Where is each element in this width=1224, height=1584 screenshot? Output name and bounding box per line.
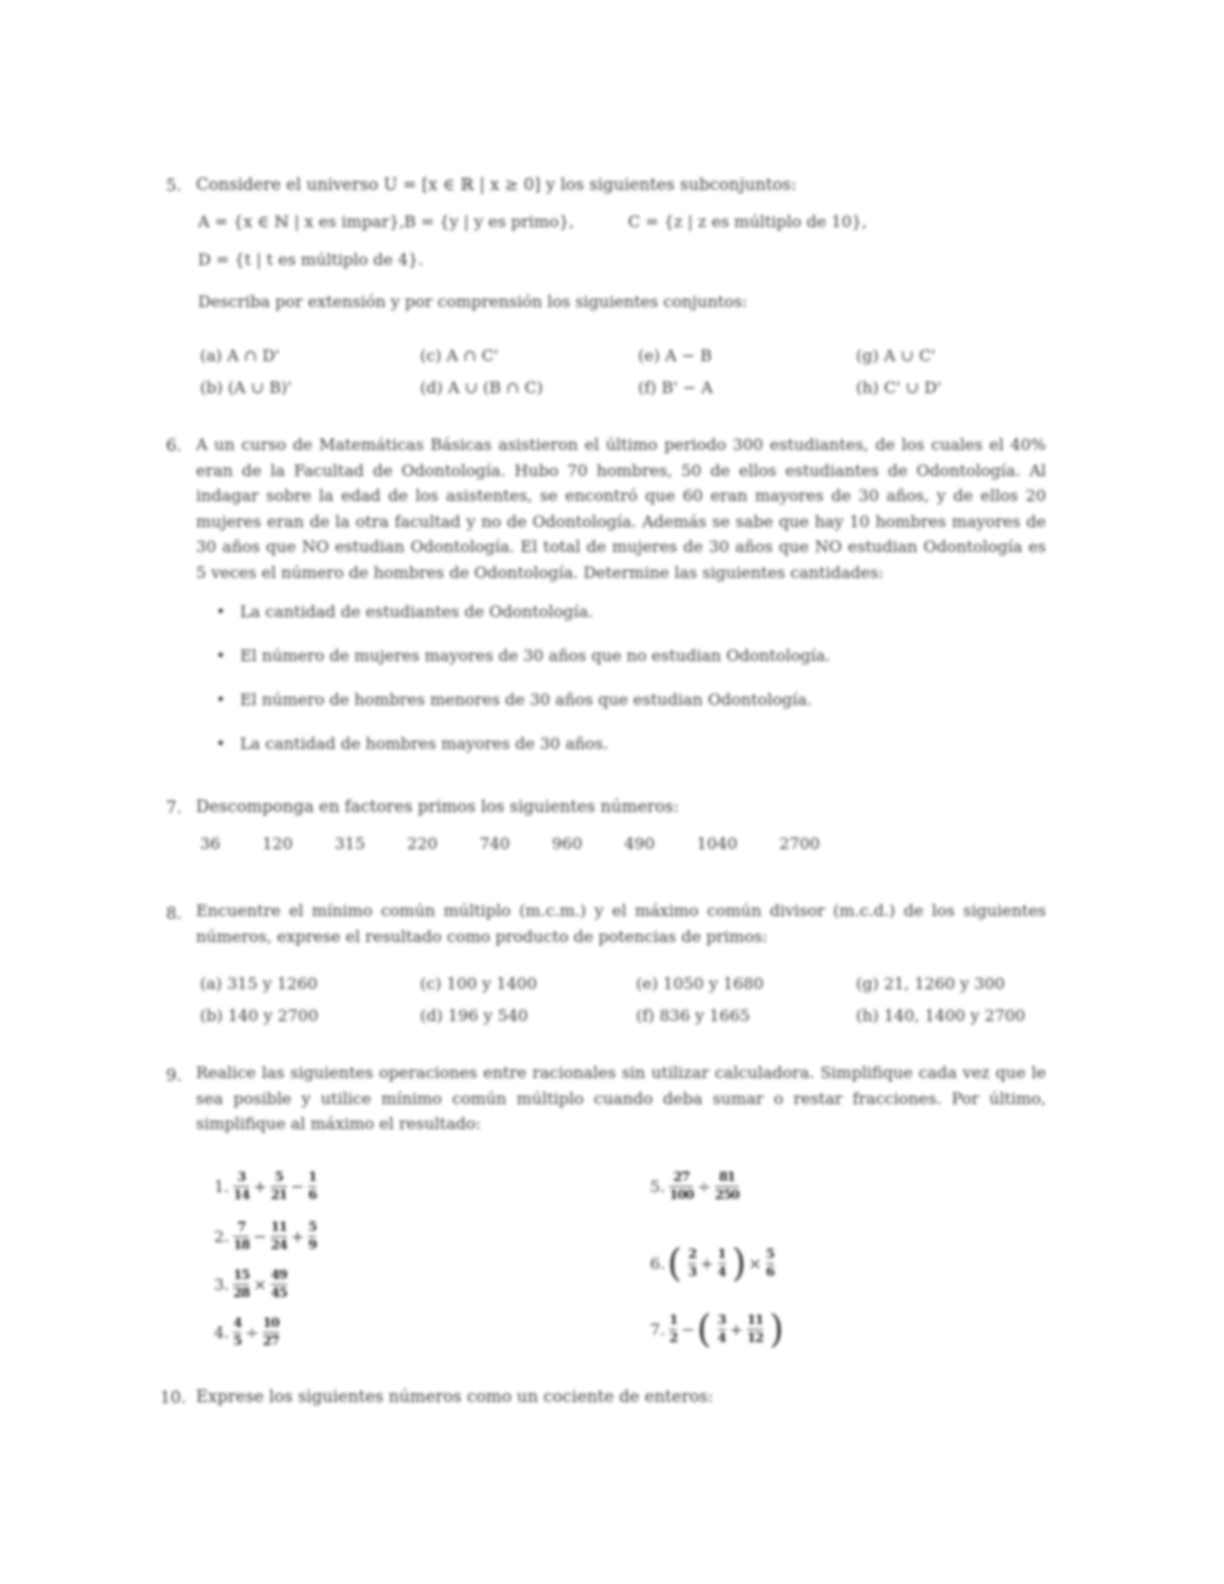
fraction [233, 1268, 249, 1301]
left-parenthesis: ( [667, 1241, 683, 1285]
numerator: 3 [717, 1312, 726, 1328]
numerator: 11 [270, 1220, 287, 1235]
denominator: 2 [669, 1330, 678, 1346]
operator: + [253, 1177, 267, 1196]
question-5-intro: Considere el universo U = [x ∈ ℝ | x ≥ 0] y los siguientes subconjuntos: [196, 175, 797, 194]
question-10-number: 10. [160, 1388, 187, 1407]
q5-item-c: (c) A ∩ C' [420, 346, 499, 365]
denominator: 3 [688, 1264, 697, 1280]
fraction [271, 1268, 287, 1301]
numerator: 4 [233, 1316, 242, 1331]
numerator: 11 [747, 1312, 764, 1328]
operator: − [681, 1319, 695, 1339]
numerator: 15 [233, 1268, 250, 1283]
q7-number: 120 [262, 834, 293, 853]
numerator: 27 [673, 1170, 690, 1185]
fraction [718, 1247, 726, 1280]
numerator: 3 [237, 1170, 246, 1185]
fraction [718, 1313, 726, 1346]
q8-item-d: (d) 196 y 540 [420, 1006, 529, 1025]
fraction [233, 1220, 249, 1253]
bullet-icon: • [216, 602, 226, 621]
question-10-intro: Exprese los siguientes números como un cociente de enteros: [196, 1387, 714, 1406]
operator: + [290, 1227, 305, 1246]
q8-item-a: (a) 315 y 1260 [200, 974, 318, 993]
expression-label: 1. [214, 1177, 230, 1196]
question-6-paragraph: A un curso de Matemáticas Básicas asistieron el último periodo 300 estudiantes, de los cuales el 40% eran de la Facultad de Odontología. Hubo 70 hombres, 50 de ellos estudiantes de Odontología. Al indagar sobre la edad de los asistentes, se encontró que 60 eran mayores de 30 años, y de ellos 20 mujeres eran de la otra facultad y no de Odontología. Además se sabe que hay 10 hombres mayores de 30 años que NO estudian Odontología. El total de mujeres de 30 años que NO estudian Odontología es 5 veces el número de hombres de Odontología. Determine las siguientes cantidades: [196, 435, 1046, 582]
numerator: 5 [308, 1220, 317, 1235]
question-5-instruction: Describa por extensión y por comprensión los siguientes conjuntos: [198, 292, 748, 311]
numerator: 1 [669, 1312, 678, 1328]
operator: × [253, 1275, 267, 1294]
q8-item-f: (f) 836 y 1665 [636, 1006, 750, 1025]
right-parenthesis: ) [769, 1307, 784, 1351]
fraction [747, 1313, 763, 1346]
q8-item-g: (g) 21, 1260 y 300 [856, 974, 1005, 993]
expression-label: 7. [650, 1319, 666, 1339]
denominator: 4 [717, 1264, 726, 1280]
q9-expression-7 [650, 1307, 786, 1351]
question-9-number: 9. [166, 1066, 182, 1085]
fraction [233, 1170, 249, 1203]
numerator: 5 [274, 1170, 283, 1185]
q5-item-e: (e) A − B [638, 346, 712, 365]
fraction [669, 1313, 677, 1346]
question-8-number: 8. [166, 904, 182, 923]
fraction [766, 1247, 774, 1280]
q7-number-list [200, 834, 820, 853]
expression-label: 3. [214, 1275, 230, 1294]
set-d: D = {t | t es múltiplo de 4}. [198, 250, 424, 269]
numerator: 49 [270, 1268, 287, 1283]
q8-item-b: (b) 140 y 2700 [200, 1006, 319, 1025]
operator: + [729, 1319, 743, 1339]
q8-item-h: (h) 140, 1400 y 2700 [856, 1006, 1026, 1025]
numerator: 1 [308, 1170, 317, 1185]
numerator: 7 [237, 1220, 246, 1235]
q6-bullet-3: El número de hombres menores de 30 años que estudian Odontología. [240, 690, 812, 709]
operator: − [290, 1177, 305, 1196]
q9-expression-1 [214, 1170, 320, 1203]
q9-expression-6 [650, 1241, 778, 1285]
q5-item-g: (g) A ∪ C' [856, 346, 936, 365]
q5-item-b: (b) (A ∪ B)' [200, 378, 292, 397]
denominator: 28 [233, 1286, 250, 1301]
bullet-icon: • [216, 690, 226, 709]
q7-number: 1040 [696, 834, 738, 853]
fraction [263, 1316, 279, 1349]
denominator: 27 [262, 1334, 279, 1349]
denominator: 14 [233, 1188, 250, 1203]
bullet-icon: • [216, 734, 226, 753]
denominator: 4 [717, 1330, 726, 1346]
question-7-number: 7. [166, 798, 182, 817]
numerator: 5 [765, 1246, 774, 1262]
bullet-icon: • [216, 646, 226, 665]
q7-number: 740 [479, 834, 510, 853]
q7-number: 36 [200, 834, 221, 853]
denominator: 21 [270, 1188, 287, 1203]
fraction [669, 1170, 693, 1203]
operator: × [748, 1253, 762, 1273]
operator: ÷ [245, 1323, 259, 1342]
expression-label: 6. [650, 1253, 666, 1273]
q5-item-a: (a) A ∩ D' [200, 346, 280, 365]
fraction [271, 1220, 287, 1253]
numerator: 10 [262, 1316, 279, 1331]
right-parenthesis: ) [731, 1241, 747, 1285]
denominator: 5 [233, 1334, 242, 1349]
q7-number: 315 [334, 834, 366, 853]
fraction [688, 1247, 696, 1280]
left-parenthesis: ( [696, 1307, 712, 1351]
denominator: 18 [233, 1238, 250, 1253]
question-5-number: 5. [166, 176, 182, 195]
q9-expression-4 [214, 1316, 283, 1349]
expression-label: 2. [214, 1227, 230, 1246]
q6-bullet-4: La cantidad de hombres mayores de 30 años. [240, 734, 609, 753]
q5-item-f: (f) B' − A [638, 378, 713, 397]
q6-bullet-2: El número de mujeres mayores de 30 años que no estudian Odontología. [240, 646, 831, 665]
question-6-number: 6. [166, 436, 182, 455]
set-b: B = {y | y es primo}, [404, 212, 575, 231]
q7-number: 490 [624, 834, 655, 853]
q8-item-e: (e) 1050 y 1680 [636, 974, 764, 993]
expression-label: 5. [650, 1177, 666, 1196]
q9-expression-2 [214, 1220, 320, 1253]
q7-number: 220 [407, 834, 438, 853]
question-7-intro: Descomponga en factores primos los siguientes números: [196, 797, 679, 816]
q7-number: 2700 [779, 834, 820, 853]
denominator: 24 [270, 1238, 287, 1253]
operator: ÷ [697, 1177, 711, 1196]
operator: − [253, 1227, 267, 1246]
q5-item-h: (h) C' ∪ D' [856, 378, 942, 397]
denominator: 6 [308, 1188, 317, 1203]
denominator: 45 [270, 1286, 287, 1301]
denominator: 250 [714, 1188, 739, 1203]
denominator: 6 [765, 1264, 774, 1280]
operator: + [700, 1253, 714, 1273]
denominator: 9 [308, 1238, 317, 1253]
q6-bullet-1: La cantidad de estudiantes de Odontología. [240, 602, 594, 621]
fraction [308, 1220, 316, 1253]
fraction [233, 1316, 241, 1349]
fraction [308, 1170, 316, 1203]
numerator: 2 [688, 1246, 697, 1262]
q5-item-d: (d) A ∪ (B ∩ C) [420, 378, 544, 397]
q7-number: 960 [551, 834, 583, 853]
numerator: 81 [718, 1170, 735, 1185]
set-c: C = {z | z es múltiplo de 10}, [628, 212, 867, 231]
set-a: A = {x ∈ ℕ | x es impar}, [198, 212, 405, 231]
q9-expression-5 [650, 1170, 743, 1203]
question-9-paragraph: Realice las siguientes operaciones entre racionales sin utilizar calculadora. Simplifique cada vez que le sea posible y utilice mínimo común múltiplo cuando deba sumar o restar fracciones. Por último, simplifique al máximo el resultado: [196, 1063, 1046, 1133]
fraction [715, 1170, 739, 1203]
expression-label: 4. [214, 1323, 230, 1342]
denominator: 12 [747, 1330, 764, 1346]
q8-item-c: (c) 100 y 1400 [420, 974, 537, 993]
denominator: 100 [669, 1188, 694, 1203]
q9-expression-3 [214, 1268, 291, 1301]
question-8-paragraph: Encuentre el mínimo común múltiplo (m.c.m.) y el máximo común divisor (m.c.d.) de los siguientes números, exprese el resultado como producto de potencias de primos: [196, 901, 1046, 946]
fraction [271, 1170, 287, 1203]
numerator: 1 [717, 1246, 726, 1262]
